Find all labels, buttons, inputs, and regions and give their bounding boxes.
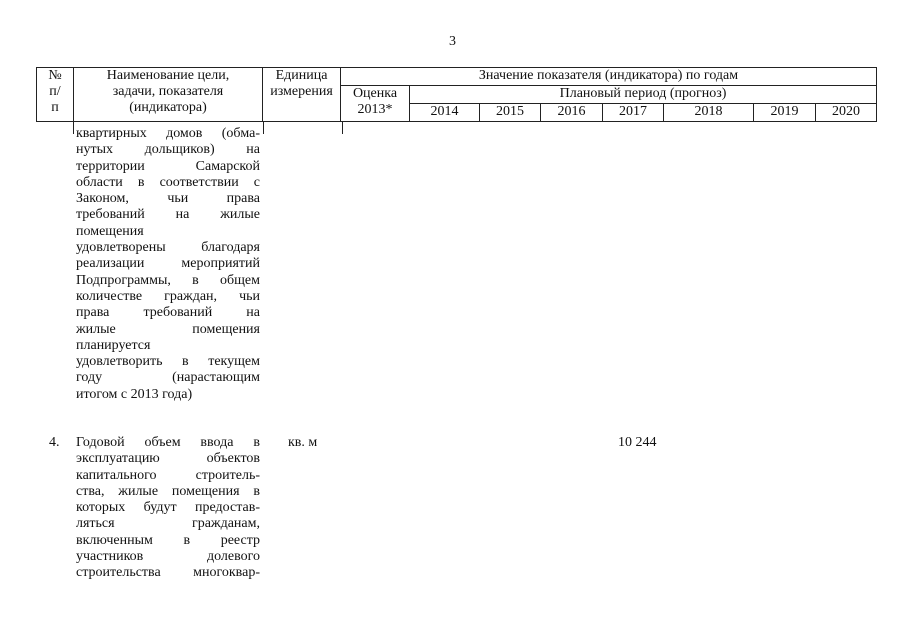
row-number: 4. [49, 435, 60, 450]
text-line: которых будут предостав- [76, 500, 260, 516]
text-line: эксплуатацию объектов [76, 451, 260, 467]
header-year: 2017 [603, 104, 664, 122]
text-line: Подпрограммы, в общем [76, 272, 260, 288]
text-line: области в соответствии с [76, 174, 260, 190]
text-line: Годовой объем ввода в [76, 435, 260, 450]
text-line: итогом с 2013 года) [76, 386, 193, 402]
text-line: Законом, чьи права [76, 191, 260, 207]
header-num: № п/п [37, 68, 74, 122]
header-year: 2016 [541, 104, 603, 122]
text-line: территории Самарской [76, 158, 260, 174]
row-continuation-text [76, 126, 260, 403]
text-line: планируется [76, 337, 151, 353]
text-line: капитального строитель- [76, 467, 260, 483]
column-divider [263, 122, 264, 134]
header-unit: Единица измерения [263, 68, 341, 122]
text-line: требований на жилые [76, 207, 260, 223]
header-year: 2020 [816, 104, 877, 122]
text-line: ляться гражданам, [76, 516, 260, 532]
value-2017: 10 244 [618, 435, 657, 450]
text-line: нутых дольщиков) на [76, 142, 260, 158]
text-line: строительства многоквар- [76, 565, 260, 581]
header-year: 2018 [664, 104, 754, 122]
header-plan-period: Плановый период (прогноз) [410, 86, 877, 104]
indicator-table-header [36, 67, 877, 122]
header-year: 2019 [754, 104, 816, 122]
text-line: количестве граждан, чьи [76, 288, 260, 304]
header-estimate: Оценка 2013* [341, 86, 410, 122]
text-line: ства, жилые помещения в [76, 483, 260, 499]
header-year: 2015 [480, 104, 541, 122]
text-line: году (нарастающим [76, 370, 260, 386]
column-divider [73, 122, 74, 134]
column-divider [342, 122, 343, 134]
text-line: удовлетворить в текущем [76, 354, 260, 370]
text-line: включенным в реестр [76, 532, 260, 548]
row-indicator-text [76, 435, 260, 582]
text-line: квартирных домов (обма- [76, 126, 260, 141]
text-line: реализации мероприятий [76, 256, 260, 272]
header-year: 2014 [410, 104, 480, 122]
page-number: 3 [449, 34, 456, 49]
text-line: удовлетворены благодаря [76, 240, 260, 256]
text-line: помещения [76, 223, 144, 239]
text-line: жилые помещения [76, 321, 260, 337]
text-line: права требований на [76, 305, 260, 321]
text-line: участников долевого [76, 549, 260, 565]
header-name: Наименование цели, задачи, показателя (индикатора) [74, 68, 263, 122]
header-values-title: Значение показателя (индикатора) по годам [341, 68, 877, 86]
row-unit: кв. м [288, 435, 318, 450]
